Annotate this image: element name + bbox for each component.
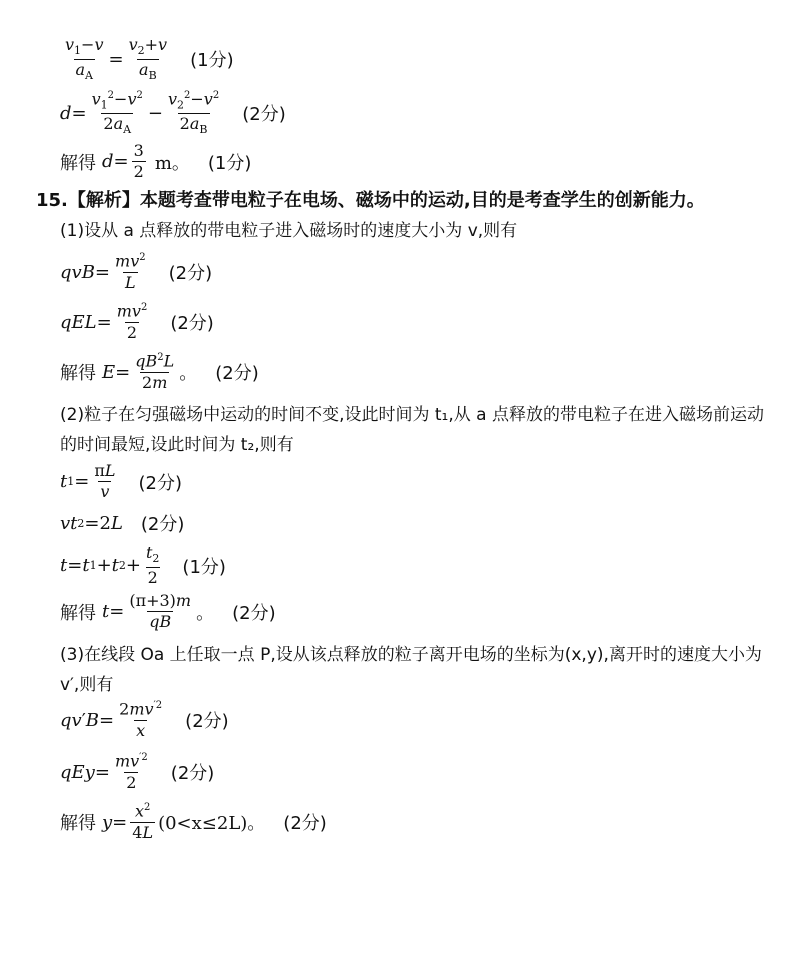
equation-total-time: t = t 1 + t 2 + $\frac{t_2}{2}$ (1分) bbox=[60, 543, 226, 587]
fraction: $\frac{v_2+v}{a_B}$ bbox=[128, 35, 168, 83]
score-label: (2分) bbox=[283, 813, 327, 835]
analysis-tag: 【解析】 bbox=[67, 190, 140, 211]
score-label: (2分) bbox=[168, 263, 213, 285]
fraction: $\frac{2mv^{'2}}{x}$ bbox=[119, 699, 163, 740]
result-distance: 解得 d = $\frac{3}{2}$ m。 (1分) bbox=[60, 141, 252, 182]
score-label: (2分) bbox=[242, 104, 286, 126]
result-time: 解得 t = $\frac{(\pi+3)m}{qB}$ 。 (2分) bbox=[60, 591, 276, 632]
result-prefix: 解得 bbox=[60, 363, 96, 385]
score-label: (2分) bbox=[185, 711, 229, 733]
equation-velocity-time: $\frac{v_1-v}{a_A}$ = $\frac{v_2+v}{a_B}$ (1分) bbox=[65, 35, 234, 83]
equation-electric-work: qEL = $\frac{mv^2}{2}$ (2分) bbox=[60, 301, 214, 342]
fraction: $\frac{mv^2}{L}$ bbox=[115, 251, 146, 292]
suffix-label: 。 bbox=[179, 363, 198, 385]
equation-lorentz-force: qvB = $\frac{mv^2}{L}$ (2分) bbox=[60, 251, 213, 292]
equation-t1: t 1 = $\frac{\pi L}{v}$ (2分) bbox=[60, 461, 182, 502]
fraction: $\frac{v_2^2-v^2}{2a_B}$ bbox=[167, 89, 220, 137]
score-label: (1分) bbox=[190, 50, 234, 72]
score-label: (2分) bbox=[170, 763, 215, 785]
fraction: $\frac{3}{2}$ bbox=[133, 141, 144, 182]
unit-label: m。 bbox=[154, 152, 190, 174]
score-label: (2分) bbox=[170, 313, 214, 335]
result-trajectory: 解得 y = $\frac{x^2}{4L}$ (0<x≤2L)。 (2分) bbox=[60, 801, 327, 842]
fraction: $\frac{qB^2L}{2m}$ bbox=[135, 351, 175, 392]
question-intro: 本题考查带电粒子在电场、磁场中的运动,目的是考查学生的创新能力。 bbox=[139, 190, 705, 211]
score-label: (2分) bbox=[140, 514, 185, 535]
fraction: $\frac{v_1-v}{a_A}$ bbox=[65, 35, 104, 83]
fraction: $\frac{v_1^2-v^2}{2a_A}$ bbox=[91, 89, 143, 137]
range-label: (0<x≤2L)。 bbox=[158, 813, 266, 835]
fraction: $\frac{mv^{'2}}{2}$ bbox=[114, 751, 148, 792]
score-label: (2分) bbox=[215, 363, 259, 385]
result-prefix: 解得 bbox=[60, 602, 96, 624]
fraction: $\frac{(\pi+3)m}{qB}$ bbox=[129, 591, 192, 632]
equation-t2: vt 2 =2 L (2分) bbox=[60, 510, 184, 536]
result-field-strength: 解得 E = $\frac{qB^2L}{2m}$ 。 (2分) bbox=[60, 351, 259, 392]
result-prefix: 解得 bbox=[60, 813, 96, 835]
score-label: (2分) bbox=[138, 472, 182, 494]
fraction: $\frac{\pi L}{v}$ bbox=[94, 461, 116, 502]
score-label: (2分) bbox=[232, 602, 276, 624]
part-3-text: (3)在线段 Oa 上任取一点 P,设从该点释放的粒子离开电场的坐标为(x,y),离开时的速度大小为 v′,则有 bbox=[60, 645, 762, 695]
result-prefix: 解得 bbox=[60, 152, 96, 174]
equation-distance: d = $\frac{v_1^2-v^2}{2a_A}$ − $\frac{v_2^2-v^2}{2a_B}$ (2分) bbox=[60, 89, 286, 137]
equation-lorentz-force-prime: qv ′ B = $\frac{2mv^{'2}}{x}$ (2分) bbox=[60, 699, 229, 740]
score-label: (1分) bbox=[207, 152, 252, 174]
question-number: 15. bbox=[36, 190, 68, 211]
suffix-label: 。 bbox=[196, 602, 215, 624]
equation-electric-work-prime: qEy = $\frac{mv^{'2}}{2}$ (2分) bbox=[60, 751, 215, 792]
score-label: (1分) bbox=[182, 556, 226, 578]
fraction: $\frac{x^2}{4L}$ bbox=[132, 801, 154, 842]
part-2-text: (2)粒子在匀强磁场中运动的时间不变,设此时间为 t₁,从 a 点释放的带电粒子在进入磁场前运动的时间最短,设此时间为 t₂,则有 bbox=[60, 405, 764, 455]
fraction: $\frac{mv^2}{2}$ bbox=[116, 301, 148, 342]
part-1-text: (1)设从 a 点释放的带电粒子进入磁场时的速度大小为 v,则有 bbox=[60, 221, 518, 241]
fraction: $\frac{t_2}{2}$ bbox=[145, 543, 160, 587]
question-15-heading bbox=[36, 186, 705, 212]
